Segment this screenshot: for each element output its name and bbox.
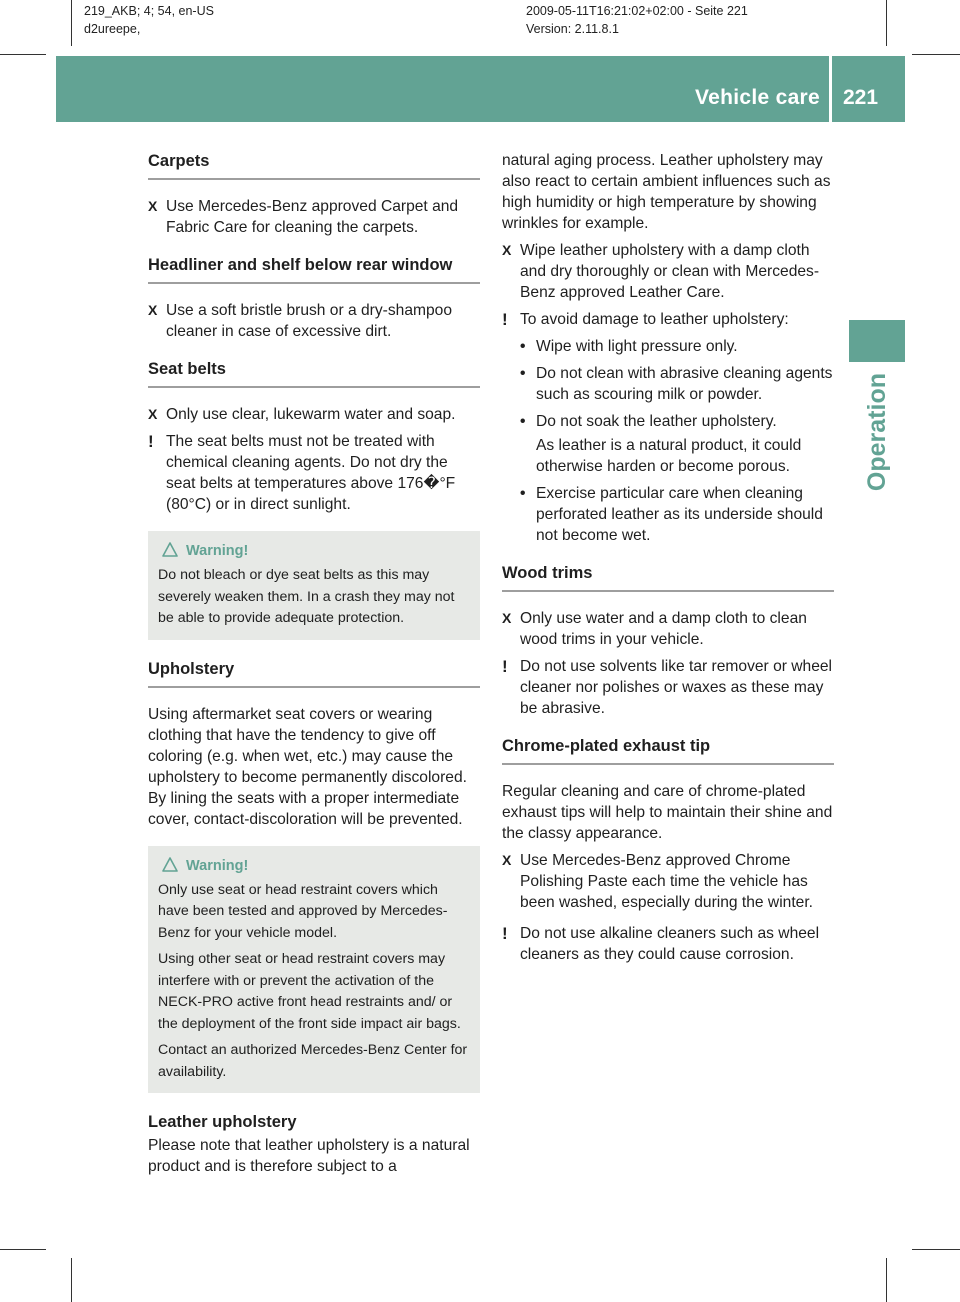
print-meta-right [526,2,748,38]
arrow-icon: X [148,198,158,214]
step-item [148,196,480,238]
note-item [502,656,834,719]
heading-leather: Leather upholstery [148,1113,297,1131]
step-item [502,240,834,303]
bullet-text: Wipe with light pressure only. [536,338,738,355]
bullet-text: Exercise particular care when cleaning perforated leather as its underside should not become wet. [536,485,823,544]
header-divider [829,56,832,122]
right-column [502,150,834,971]
warning-triangle-icon [162,857,178,872]
crop-mark [0,1249,46,1250]
arrow-icon: X [502,852,512,868]
warning-box [148,846,480,1094]
warning-text: Contact an authorized Mercedes-Benz Center for availability. [158,1042,468,1080]
exclamation-icon: ! [148,432,154,451]
bullet-item [502,363,834,405]
bullet-item [502,411,834,432]
step-text: Use Mercedes-Benz approved Carpet and Fabric Care for cleaning the carpets. [166,198,459,236]
crop-mark [71,0,72,46]
page-number: 221 [843,86,879,109]
arrow-icon: X [148,406,158,422]
print-meta-left [84,2,214,38]
heading-seat-belts: Seat belts [148,358,480,388]
step-text: Only use clear, lukewarm water and soap. [166,406,456,423]
crop-mark [71,1258,72,1302]
warning-triangle-icon [162,542,178,557]
note-text: Do not use solvents like tar remover or wheel cleaner nor polishes or waxes as these may be abrasive. [520,658,833,717]
bullet-icon: • [520,338,526,355]
warning-title-text: Warning! [186,543,249,559]
note-item [502,309,834,330]
bullet-icon: • [520,485,526,502]
print-meta-left-line1: 219_AKB; 4; 54, en-US [84,4,214,18]
note-text: To avoid damage to leather upholstery: [520,311,789,328]
leather-paragraph: Please note that leather upholstery is a natural product and is therefore subject to a [148,1137,470,1175]
exclamation-icon: ! [502,924,508,943]
bullet-icon: • [520,413,526,430]
step-item [148,404,480,425]
step-item [148,300,480,342]
crop-mark [886,1258,887,1302]
print-meta-left-line2: d2ureepe, [84,22,141,36]
bullet-text: Do not soak the leather upholstery. [536,413,777,430]
warning-title-text: Warning! [186,857,249,874]
heading-headliner: Headliner and shelf below rear window [148,254,480,284]
heading-upholstery: Upholstery [148,658,480,688]
side-tab-label [856,373,898,563]
print-meta-right-line2: Version: 2.11.8.1 [526,22,619,36]
print-meta-right-line1: 2009-05-11T16:21:02+02:00 - Seite 221 [526,4,748,18]
side-tab-text: Operation [863,373,891,492]
warning-title [158,856,472,876]
arrow-icon: X [502,242,512,258]
step-text: Use Mercedes-Benz approved Chrome Polishing Paste each time the vehicle has been washed, especially during the winter. [520,852,813,911]
heading-carpets: Carpets [148,150,480,180]
leather-paragraph-cont: natural aging process. Leather upholstery may also react to certain ambient influences such as high humidity or high temperature by showing wrinkles for example. [502,152,831,232]
warning-title [158,541,472,561]
step-item [502,850,834,913]
exclamation-icon: ! [502,657,508,676]
arrow-icon: X [502,610,512,626]
page-title: Vehicle care [694,86,820,109]
step-text: Only use water and a damp cloth to clean wood trims in your vehicle. [520,610,807,648]
exclamation-icon: ! [502,310,508,329]
note-item [502,923,834,965]
bullet-item [502,483,834,546]
bullet-continuation: As leather is a natural product, it could otherwise harden or become porous. [536,437,802,475]
arrow-icon: X [148,302,158,318]
warning-text: Only use seat or head restraint covers which have been tested and approved by Mercedes-Benz for your vehicle model. [158,881,448,941]
upholstery-paragraph: Using aftermarket seat covers or wearing clothing that have the tendency to give off coloring (e.g. when wet, etc.) may cause the upholstery to become permanently discolored. By lining the seats with a proper intermediate cover, contact-discoloration will be prevented. [148,705,467,828]
note-text: Do not use alkaline cleaners such as wheel cleaners as they could cause corrosion. [520,925,820,963]
bullet-item [502,336,834,357]
step-item [502,608,834,650]
crop-mark [912,54,960,55]
bullet-icon: • [520,365,526,382]
note-item [148,431,480,515]
crop-mark [886,0,887,46]
note-text: The seat belts must not be treated with chemical cleaning agents. Do not dry the seat belts at temperatures above 176�°F (80°C) or in direct sunlight. [166,433,456,513]
heading-wood-trims: Wood trims [502,562,834,592]
chrome-paragraph: Regular cleaning and care of chrome-plated exhaust tips will help to maintain their shine and the classy appearance. [502,783,833,842]
heading-chrome: Chrome-plated exhaust tip [502,735,834,765]
warning-text: Using other seat or head restraint covers may interfere with or prevent the activation of the NECK-PRO active front head restraints and/ or the deployment of the front side impact air bags. [158,951,461,1032]
step-text: Wipe leather upholstery with a damp cloth and dry thoroughly or clean with Mercedes-Benz approved Leather Care. [520,242,820,301]
side-tab-block [849,320,905,362]
warning-text: Do not bleach or dye seat belts as this may severely weaken them. In a crash they may not be able to provide adequate protection. [158,567,455,626]
step-text: Use a soft bristle brush or a dry-shampoo cleaner in case of excessive dirt. [166,302,453,340]
crop-mark [912,1249,960,1250]
crop-mark [0,54,46,55]
left-column [148,150,480,1177]
bullet-text: Do not clean with abrasive cleaning agents such as scouring milk or powder. [536,365,833,403]
warning-box [148,531,480,640]
